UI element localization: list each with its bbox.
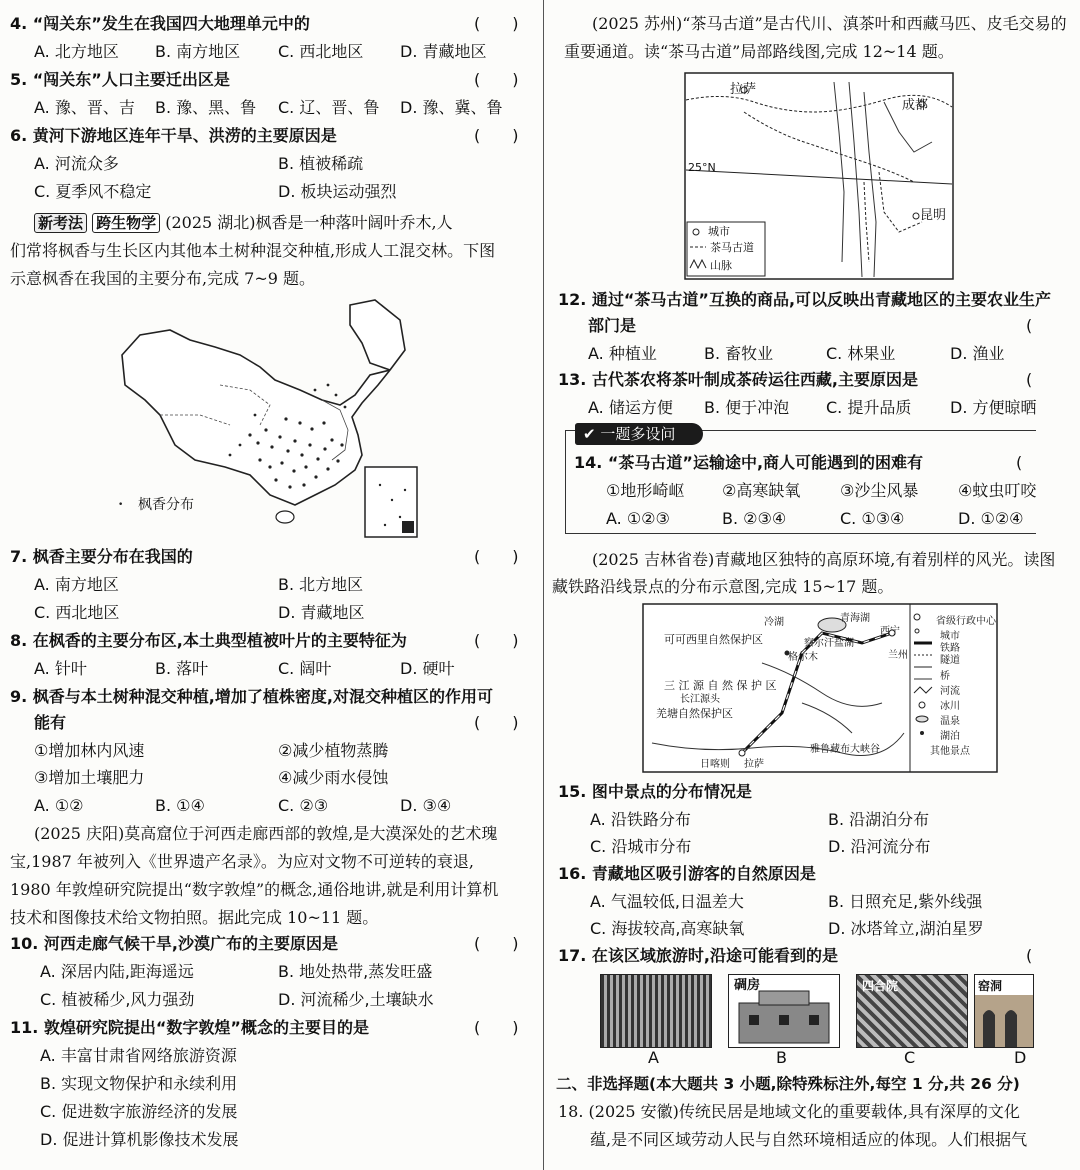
q17-label-a: A <box>648 1048 659 1067</box>
map2-legend-tunnel: 隧道 <box>940 655 960 666</box>
q13-paren: ( <box>1026 370 1033 389</box>
q9-statement-1: ①增加林内风速 <box>34 741 145 760</box>
q4-stem: 4. “闯关东”发生在我国四大地理单元中的 <box>10 14 310 33</box>
q11-option-b: B. 实现文物保护和永续利用 <box>40 1074 238 1093</box>
intro-7-9-line3: 示意枫香在我国的主要分布,完成 7~9 题。 <box>10 269 316 288</box>
map2-legend-bridge: 桥 <box>940 671 950 682</box>
q9-statement-2: ②减少植物蒸腾 <box>278 741 389 760</box>
map2-legend-river: 河流 <box>940 686 960 697</box>
q12-option-c: C. 林果业 <box>826 344 896 363</box>
q5-option-b: B. 豫、黑、鲁 <box>155 98 257 117</box>
q6-option-b: B. 植被稀疏 <box>278 154 364 173</box>
check-icon: ✔ <box>583 425 601 443</box>
q10-option-d: D. 河流稀少,土壤缺水 <box>278 990 434 1009</box>
map2-qinghai-lake: 青海湖 <box>840 613 870 624</box>
map2-legend-spring: 温泉 <box>940 716 960 727</box>
q5-option-c: C. 辽、晋、鲁 <box>278 98 380 117</box>
q4-option-b: B. 南方地区 <box>155 42 241 61</box>
q14-stem: 14. “茶马古道”运输途中,商人可能遇到的困难有 <box>574 453 924 472</box>
q11-paren: ( ) <box>474 1018 519 1037</box>
map2-legend-lake: 湖泊 <box>940 731 960 742</box>
q6-paren: ( ) <box>474 126 519 145</box>
map1-chengdu: 成都 <box>902 98 929 113</box>
q11-stem: 11. 敦煌研究院提出“数字敦煌”概念的主要目的是 <box>10 1018 369 1037</box>
q17-stem: 17. 在该区域旅游时,沿途可能看到的是 <box>558 946 838 965</box>
q12-stem-cont: 部门是 <box>588 316 637 335</box>
intro-12-14-line2: 重要通道。读“茶马古道”局部路线图,完成 12~14 题。 <box>564 42 954 61</box>
map2-yarlung: 雅鲁藏布大峡谷 <box>810 744 880 755</box>
q7-option-a: A. 南方地区 <box>34 575 119 594</box>
q11-option-d: D. 促进计算机影像技术发展 <box>40 1130 239 1149</box>
q18-line2: 蕴,是不同区域劳动人民与自然环境相适应的体现。人们根据气 <box>590 1130 1028 1149</box>
q17-image-d-label: 窑洞 <box>978 979 1003 993</box>
q5-option-d: D. 豫、冀、鲁 <box>400 98 503 117</box>
q8-option-d: D. 硬叶 <box>400 659 455 678</box>
q16-option-b: B. 日照充足,紫外线强 <box>828 892 983 911</box>
intro-12-14-line1: (2025 苏州)“茶马古道”是古代川、滇茶叶和西藏马匹、皮毛交易的 <box>592 14 1067 33</box>
q15-option-b: B. 沿湖泊分布 <box>828 810 930 829</box>
q10-paren: ( ) <box>474 934 519 953</box>
q9-paren: ( ) <box>474 713 519 732</box>
map2-lenghu: 冷湖 <box>764 617 784 628</box>
map2-legend-rail: 铁路 <box>940 643 960 654</box>
intro-7-9-line2: 们常将枫香与生长区内其他本土树种混交种植,形成人工混交林。下图 <box>10 241 496 260</box>
map2-qiangtang: 羌塘自然保护区 <box>656 707 733 720</box>
q4-option-c: C. 西北地区 <box>278 42 364 61</box>
intro-15-17-line2: 藏铁路沿线景点的分布示意图,完成 15~17 题。 <box>552 577 894 596</box>
q11-option-a: A. 丰富甘肃省网络旅游资源 <box>40 1046 237 1065</box>
q13-option-a: A. 储运方便 <box>588 398 673 417</box>
q5-stem: 5. “闯关东”人口主要迁出区是 <box>10 70 230 89</box>
q15-option-d: D. 沿河流分布 <box>828 837 931 856</box>
q16-option-a: A. 气温较低,日温差大 <box>590 892 744 911</box>
q8-paren: ( ) <box>474 631 519 650</box>
q6-option-a: A. 河流众多 <box>34 154 119 173</box>
q9-option-b: B. ①④ <box>155 796 205 815</box>
q16-option-d: D. 冰塔耸立,湖泊星罗 <box>828 919 984 938</box>
q4-option-a: A. 北方地区 <box>34 42 119 61</box>
q13-stem: 13. 古代茶农将茶叶制成茶砖运往西藏,主要原因是 <box>558 370 918 389</box>
q10-stem: 10. 河西走廊气候干旱,沙漠广布的主要原因是 <box>10 934 338 953</box>
map1-kunming: 昆明 <box>920 208 947 223</box>
map1-latitude: 25°N <box>688 161 716 174</box>
q14-statement-1: ①地形崎岖 <box>606 481 685 500</box>
q12-paren: ( <box>1026 316 1033 335</box>
cross-subject-tag: 跨生物学 <box>92 213 160 233</box>
q17-paren: ( <box>1026 946 1033 965</box>
map2-lhasa: 拉萨 <box>744 759 764 770</box>
map1-lhasa: 拉萨 <box>730 82 757 97</box>
map2-shigatse: 日喀则 <box>700 759 730 770</box>
intro-10-11-line2: 宝,1987 年被列入《世界遗产名录》。为应对文物不可逆转的衰退, <box>10 852 474 871</box>
map1-legend-road: 茶马古道 <box>710 241 754 254</box>
map2-lanzhou: 兰州 <box>888 650 908 661</box>
q13-option-d: D. 方便晾晒 <box>950 398 1037 417</box>
q12-option-b: B. 畜牧业 <box>704 344 774 363</box>
map2-legend-city: 城市 <box>940 631 960 642</box>
q8-option-b: B. 落叶 <box>155 659 209 678</box>
map1-legend-mountain: 山脉 <box>710 259 732 272</box>
q10-option-c: C. 植被稀少,风力强劲 <box>40 990 195 1009</box>
q17-image-b-label: 碉房 <box>734 978 761 993</box>
q6-option-d: D. 板块运动强烈 <box>278 182 397 201</box>
q7-option-d: D. 青藏地区 <box>278 603 365 622</box>
q9-option-d: D. ③④ <box>400 796 452 815</box>
q15-option-a: A. 沿铁路分布 <box>590 810 691 829</box>
q14-option-b: B. ②③④ <box>722 509 787 528</box>
q4-paren: ( ) <box>474 14 519 33</box>
q5-option-a: A. 豫、晋、吉 <box>34 98 135 117</box>
intro-10-11-line3: 1980 年敦煌研究院提出“数字敦煌”的概念,通俗地讲,就是利用计算机 <box>10 880 499 899</box>
map2-legend-other: 其他景点 <box>930 746 970 757</box>
q14-option-d: D. ①②④ <box>958 509 1024 528</box>
q9-statement-4: ④减少雨水侵蚀 <box>278 768 389 787</box>
map2-sanjiang: 三 江 源 自 然 保 护 区 <box>664 679 777 692</box>
q6-stem: 6. 黄河下游地区连年干旱、洪涝的主要原因是 <box>10 126 337 145</box>
q17-image-a <box>600 974 712 1048</box>
q11-option-c: C. 促进数字旅游经济的发展 <box>40 1102 238 1121</box>
q4-option-d: D. 青藏地区 <box>400 42 487 61</box>
banner-label: 一题多设问 <box>600 425 676 443</box>
map2-kekexili: 可可西里自然保护区 <box>664 633 763 646</box>
q9-option-a: A. ①② <box>34 796 84 815</box>
q14-option-c: C. ①③④ <box>840 509 905 528</box>
q15-option-c: C. 沿城市分布 <box>590 837 692 856</box>
q15-stem: 15. 图中景点的分布情况是 <box>558 782 752 801</box>
q7-option-c: C. 西北地区 <box>34 603 120 622</box>
q12-option-a: A. 种植业 <box>588 344 657 363</box>
q5-paren: ( ) <box>474 70 519 89</box>
q9-stem-cont: 能有 <box>34 713 67 732</box>
intro-7-9-text1: (2025 湖北)枫香是一种落叶阔叶乔木,人 <box>165 213 453 232</box>
q8-option-a: A. 针叶 <box>34 659 87 678</box>
q12-option-d: D. 渔业 <box>950 344 1005 363</box>
map2-golmud: 格尔木 <box>788 652 818 663</box>
q18-line1: 18. (2025 安徽)传统民居是地域文化的重要载体,具有深厚的文化 <box>558 1102 1020 1121</box>
map2-legend-capital: 省级行政中心 <box>936 616 996 627</box>
q14-statement-4: ④蚊虫叮咬 <box>958 481 1037 500</box>
q13-option-c: C. 提升品质 <box>826 398 912 417</box>
svg-text:•: • <box>118 500 124 510</box>
q14-statement-2: ②高寒缺氧 <box>722 481 801 500</box>
q7-stem: 7. 枫香主要分布在我国的 <box>10 547 193 566</box>
q17-image-c-label: 四合院 <box>862 979 899 993</box>
q9-stem: 9. 枫香与本土树种混交种植,增加了植株密度,对混交种植区的作用可 <box>10 687 493 706</box>
q13-option-b: B. 便于冲泡 <box>704 398 790 417</box>
q14-statement-3: ③沙尘风暴 <box>840 481 919 500</box>
q14-paren: ( <box>1016 453 1023 472</box>
intro-7-9-line1 <box>34 213 453 233</box>
q6-option-c: C. 夏季风不稳定 <box>34 182 152 201</box>
multi-question-banner <box>575 423 703 445</box>
q16-option-c: C. 海拔较高,高寒缺氧 <box>590 919 745 938</box>
section-2-heading: 二、非选择题(本大题共 3 小题,除特殊标注外,每空 1 分,共 26 分) <box>556 1075 1020 1093</box>
intro-10-11-line1: (2025 庆阳)莫高窟位于河西走廊西部的敦煌,是大漠深处的艺术瑰 <box>34 824 498 843</box>
map2-chaerhan: 察尔汗盐湖 <box>804 638 854 649</box>
q7-paren: ( ) <box>474 547 519 566</box>
q17-label-c: C <box>904 1048 916 1067</box>
q10-option-b: B. 地处热带,蒸发旺盛 <box>278 962 433 981</box>
q9-statement-3: ③增加土壤肥力 <box>34 768 145 787</box>
new-method-tag: 新考法 <box>34 213 87 233</box>
q17-label-b: B <box>776 1048 787 1067</box>
q17-label-d: D <box>1014 1048 1027 1067</box>
q12-stem: 12. 通过“茶马古道”互换的商品,可以反映出青藏地区的主要农业生产 <box>558 290 1052 309</box>
q14-option-a: A. ①②③ <box>606 509 670 528</box>
map2-yangtze-source: 长江源头 <box>680 694 720 705</box>
q9-option-c: C. ②③ <box>278 796 329 815</box>
q8-option-c: C. 阔叶 <box>278 659 332 678</box>
q7-option-b: B. 北方地区 <box>278 575 364 594</box>
map1-legend-city: 城市 <box>708 225 730 238</box>
q16-stem: 16. 青藏地区吸引游客的自然原因是 <box>558 864 816 883</box>
column-divider <box>543 0 544 1170</box>
map2-legend-glacier: 冰川 <box>940 701 960 712</box>
q10-option-a: A. 深居内陆,距海遥远 <box>40 962 194 981</box>
intro-10-11-line4: 技术和图像技术给文物拍照。据此完成 10~11 题。 <box>10 908 379 927</box>
intro-15-17-line1: (2025 吉林省卷)青藏地区独特的高原环境,有着别样的风光。读图 <box>592 550 1056 569</box>
q8-stem: 8. 在枫香的主要分布区,本土典型植被叶片的主要特征为 <box>10 631 407 650</box>
map2-xining: 西宁 <box>880 626 900 637</box>
maple-legend-label: 枫香分布 <box>138 497 194 513</box>
